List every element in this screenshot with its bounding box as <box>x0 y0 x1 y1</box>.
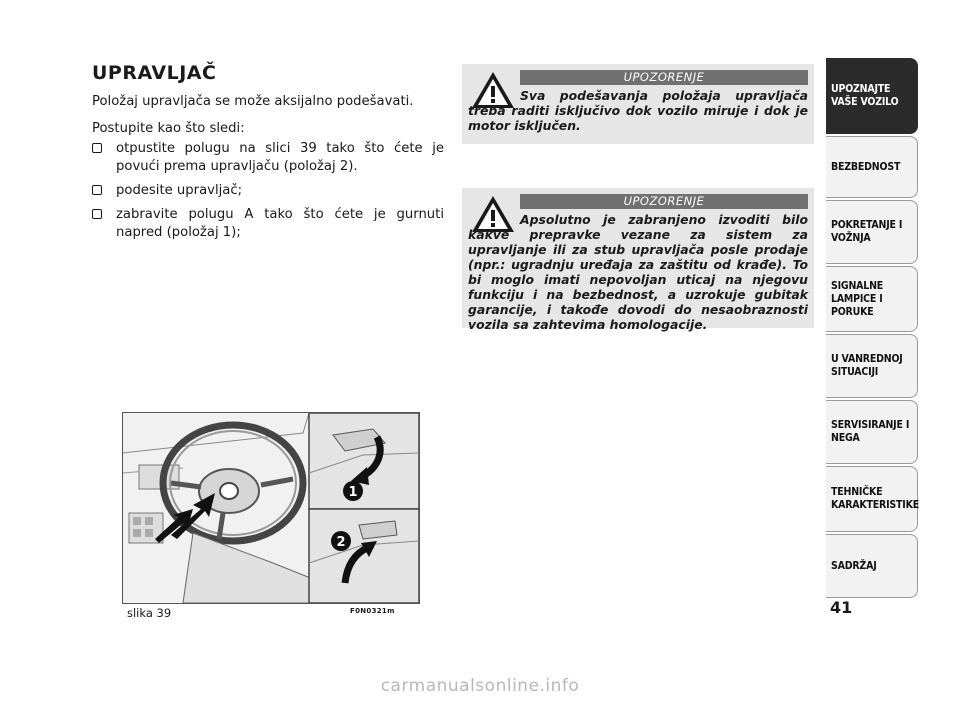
checkbox-bullet-icon <box>92 185 102 195</box>
figure-caption: slika 39 <box>127 606 172 620</box>
callout-1: 1 <box>348 485 358 500</box>
warning-text: Apsolutno je zabranjeno izvoditi bilo kakve prepravke vezane za sistem za upravljanje ili za stub upravljača posle prodaje (npr.: ugradnju uređaja za zaštitu od krađe). To bi moglo imati nepovoljan uticaj na njegovu funkciju i na bezbednost, a uzrokuje gubitak garancije, i takođe dovodi do nesaobraznosti vozila sa zahtevima homologacije. <box>468 212 808 332</box>
steps-list <box>92 140 444 248</box>
tab-sadrzaj[interactable]: SADRŽAJ <box>826 534 918 598</box>
tab-bezbednost[interactable]: BEZBEDNOST <box>826 136 918 198</box>
tab-signalne-lampice[interactable]: SIGNALNE LAMPICE I PORUKE <box>826 266 918 332</box>
section-heading: UPRAVLJAČ <box>92 62 217 84</box>
warning-box-1 <box>462 64 814 144</box>
checkbox-bullet-icon <box>92 209 102 219</box>
list-item: otpustite polugu na slici 39 tako što ćete je povući prema upravljaču (položaj 2). <box>92 140 444 176</box>
tab-u-vanrednoj-situaciji[interactable]: U VANREDNOJ SITUACIJI <box>826 334 918 398</box>
intro-text: Položaj upravljača se može aksijalno podešavati. <box>92 94 414 109</box>
checkbox-bullet-icon <box>92 143 102 153</box>
warning-label: UPOZORENJE <box>520 70 808 85</box>
tab-pokretanje-i-voznja[interactable]: POKRETANJE I VOŽNJA <box>826 200 918 264</box>
watermark: carmanualsonline.info <box>380 676 580 696</box>
warning-label: UPOZORENJE <box>520 194 808 209</box>
tab-servisiranje-i-nega[interactable]: SERVISIRANJE I NEGA <box>826 400 918 464</box>
steps-intro: Postupite kao što sledi: <box>92 121 245 136</box>
figure-code: F0N0321m <box>350 607 395 615</box>
steering-lever-figure <box>122 412 420 604</box>
list-item: zabravite polugu A tako što ćete je gurnuti napred (položaj 1); <box>92 206 444 242</box>
callout-2: 2 <box>336 535 346 550</box>
warning-box-2 <box>462 188 814 332</box>
warning-text: Sva podešavanja položaja upravljača treba raditi isključivo dok vozilo miruje i dok je motor isključen. <box>468 88 808 133</box>
tab-upoznajte-vase-vozilo[interactable]: UPOZNAJTE VAŠE VOZILO <box>826 58 918 134</box>
list-item: podesite upravljač; <box>92 182 444 200</box>
page-number: 41 <box>830 598 853 617</box>
steering-wheel-illustration <box>123 413 419 603</box>
tab-tehnicke-karakteristike[interactable]: TEHNIČKE KARAKTERISTIKE <box>826 466 918 532</box>
